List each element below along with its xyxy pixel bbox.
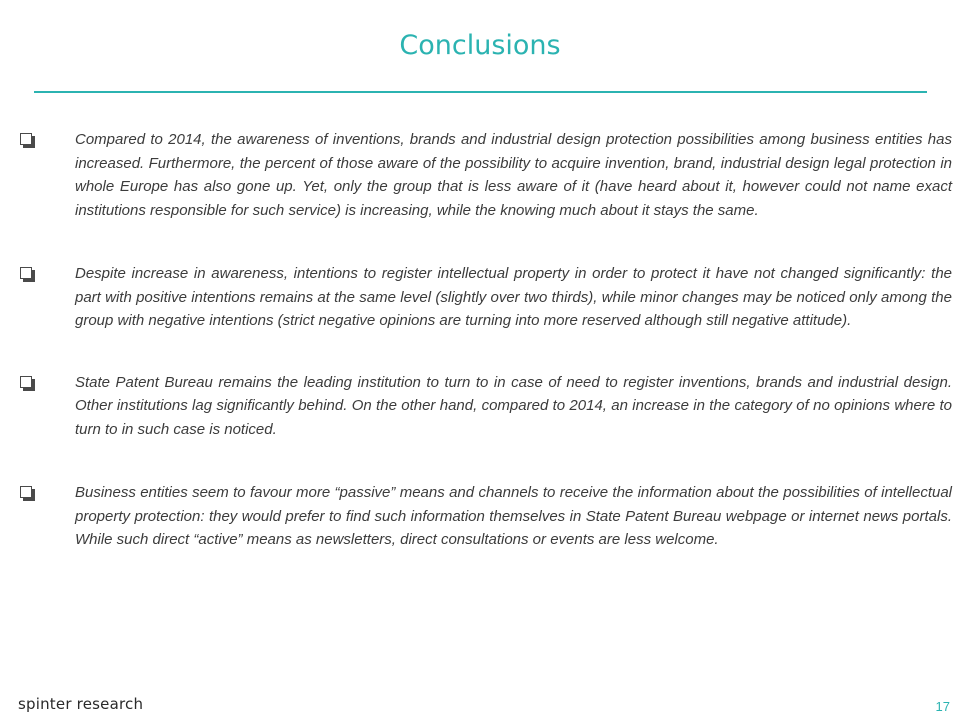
- checkbox-bullet-icon: [20, 371, 38, 389]
- slide-title: Conclusions: [399, 30, 561, 61]
- bullet-text: Compared to 2014, the awareness of inventions, brands and industrial design protection possibilities among business entities has increased. Furthermore, the percent of those aware of the possibility to acquire invention, brand, industrial design legal protection in whole Europe has also gone up. Yet, only the group that is less aware of it (have heard about it, however could not name exact institutions responsible for such service) is increasing, while the knowing much about it stays the same.: [75, 131, 952, 219]
- list-item: [20, 481, 952, 552]
- page-number: 17: [935, 699, 950, 714]
- title-divider: [34, 91, 927, 93]
- list-item: [20, 371, 952, 442]
- bullet-text: State Patent Bureau remains the leading institution to turn to in case of need to register inventions, brands and industrial design. Other institutions lag significantly behind. On the other hand, compared to 2014, an increase in the category of no opinions where to turn to in such case is noticed.: [75, 373, 952, 438]
- checkbox-bullet-icon: [20, 128, 38, 146]
- list-item: [20, 128, 952, 222]
- list-item: [20, 262, 952, 333]
- bullet-text: Despite increase in awareness, intentions to register intellectual property in order to protect it have not changed significantly: the part with positive intentions remains at the same level (slightly over two thirds), while minor changes may be noticed only among the group with negative intentions (strict negative opinions are turning into more reserved although still negative attitude).: [75, 265, 952, 329]
- conclusions-list: [20, 128, 952, 552]
- company-logo: spinter research: [18, 695, 144, 713]
- bullet-text: Business entities seem to favour more “passive” means and channels to receive the information about the possibilities of intellectual property protection: they would prefer to find such information themselves in State Patent Bureau webpage or internet news portals. While such direct “active” means as newsletters, direct consultations or events are less welcome.: [75, 484, 952, 548]
- checkbox-bullet-icon: [20, 481, 38, 499]
- checkbox-bullet-icon: [20, 262, 38, 280]
